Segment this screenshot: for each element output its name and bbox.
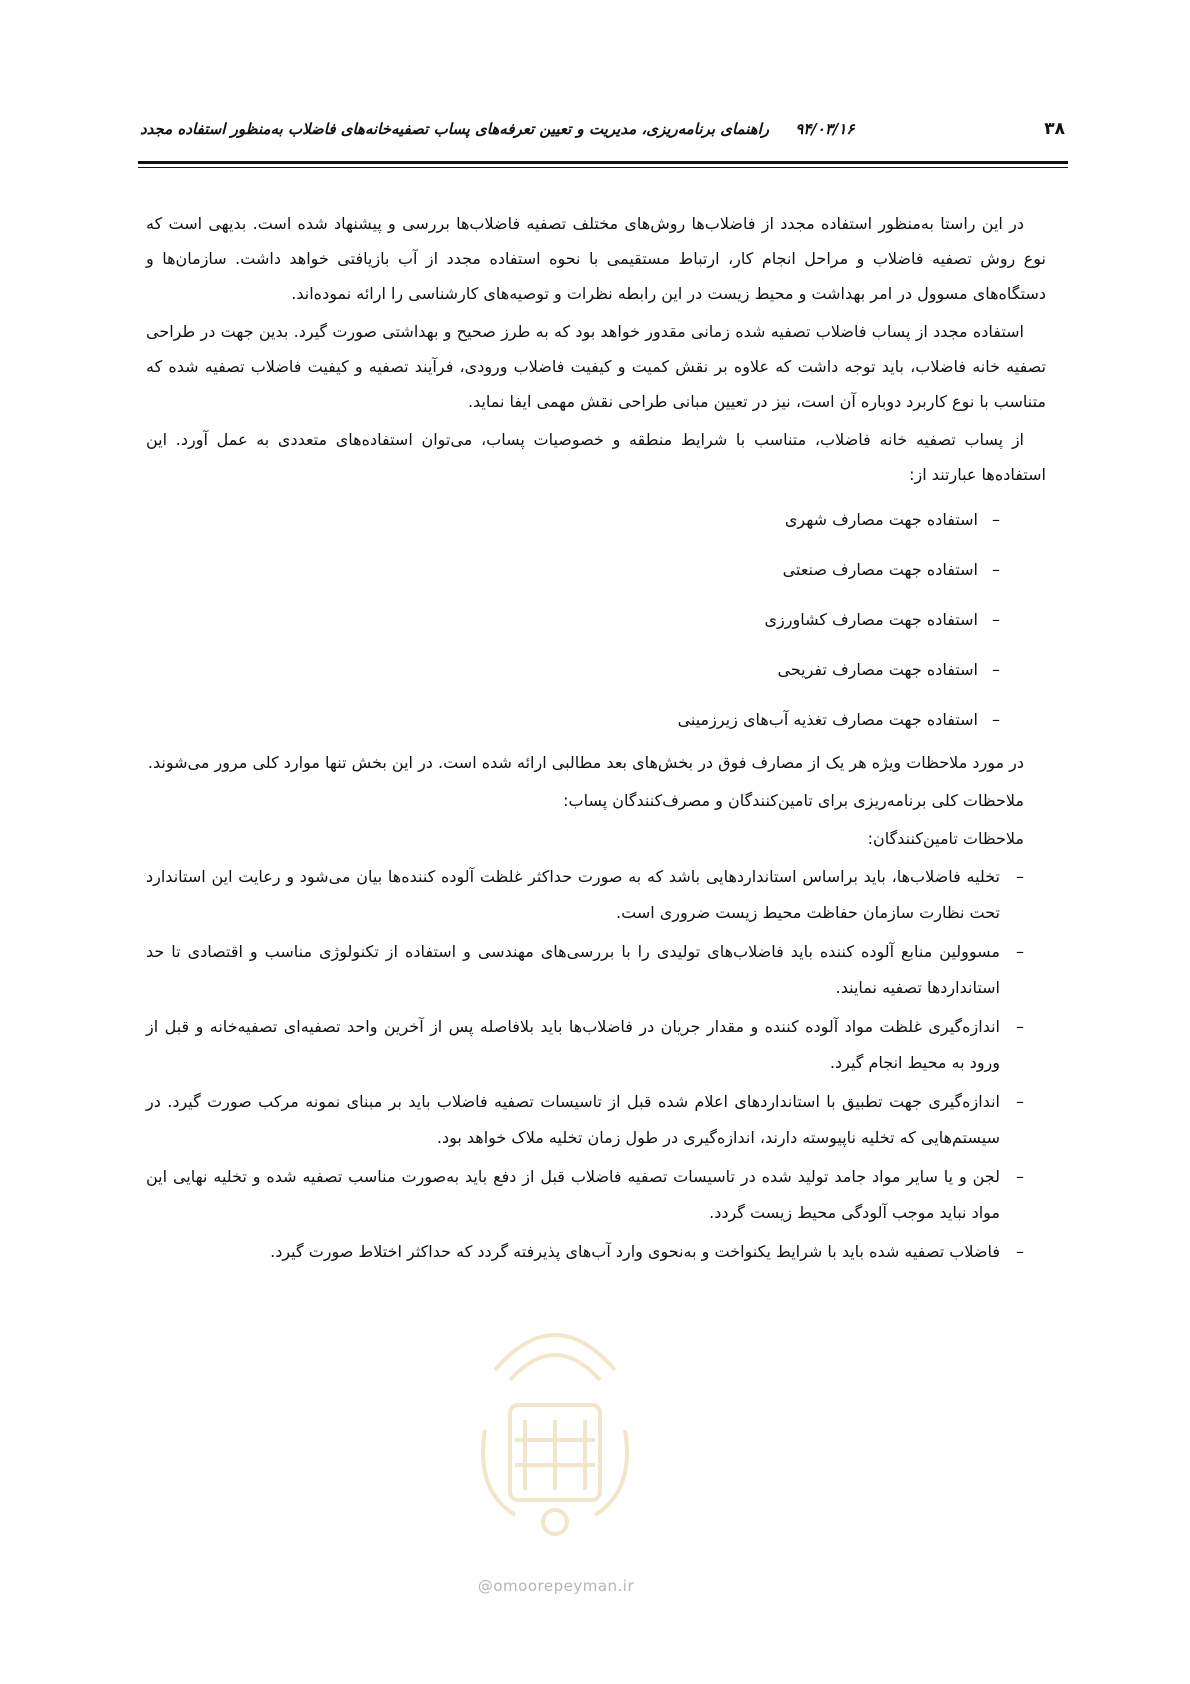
list-item — [146, 1234, 1046, 1270]
dash-bullet: – — [1016, 1167, 1024, 1186]
supplier-notes-list — [146, 859, 1046, 1270]
watermark-seal-icon — [455, 1310, 655, 1540]
page-number: ۳۸ — [1044, 119, 1065, 139]
list-item-text: اندازه‌گیری غلظت مواد آلوده کننده و مقدار جریان در فاضلاب‌ها باید بلافاصله پس از آخرین واحد تصفیه‌ای تصفیه‌خانه و قبل از ورود به محیط انجام گیرد. — [146, 1017, 1000, 1072]
supplier-heading: ملاحظات تامین‌کنندگان: — [867, 829, 1024, 848]
general-heading: ملاحظات کلی برنامه‌ریزی برای تامین‌کنندگان و مصرف‌کنندگان پساب: — [563, 791, 1024, 810]
dash-bullet: – — [1016, 942, 1024, 961]
dash-bullet: – — [1016, 1242, 1024, 1261]
dash-bullet: – — [1016, 867, 1024, 886]
list-item — [146, 695, 1046, 745]
list-item-text: استفاده جهت مصارف شهری — [784, 510, 978, 529]
list-item — [146, 595, 1046, 645]
list-item — [146, 859, 1046, 931]
list-item-text: فاضلاب تصفیه شده باید با شرایط یکنواخت و به‌نحوی وارد آب‌های پذیرفته گردد که حداکثر اختلاط صورت گیرد. — [270, 1242, 1000, 1261]
paragraph-1: در این راستا به‌منظور استفاده مجدد از فاضلاب‌ها روش‌های مختلف تصفیه فاضلاب‌ها بررسی و پیشنهاد شده است. بدیهی است که نوع روش تصفیه فاضلاب و مراحل انجام کار، ارتباط مستقیمی با نحوه استفاده مجدد از آب بازیافتی خواهد داشت. سازمان‌ها و دستگاه‌های مسوول در امر بهداشت و محیط زیست در این رابطه نظرات و توصیه‌های کارشناسی را ارائه نموده‌اند. — [146, 214, 1046, 303]
running-header — [140, 118, 1065, 140]
dash-bullet: – — [1016, 1092, 1024, 1111]
header-title: راهنمای برنامه‌ریزی، مدیریت و تعیین تعرفه‌های پساب تصفیه‌خانه‌های فاضلاب به‌منظور استفاده مجدد — [140, 120, 770, 138]
dash-bullet: – — [992, 660, 1000, 679]
list-item — [146, 934, 1046, 1006]
watermark-url: @omoorepeyman.ir — [477, 1577, 635, 1595]
dash-bullet: – — [1016, 1017, 1024, 1036]
list-item-text: اندازه‌گیری جهت تطبیق با استانداردهای اعلام شده قبل از تاسیسات تصفیه فاضلاب باید بر مبنای نمونه مرکب صورت گیرد. در سیستم‌هایی که تخلیه ناپیوسته دارند، اندازه‌گیری در طول زمان تخلیه ملاک خواهد بود. — [146, 1092, 1000, 1147]
list-item — [146, 1009, 1046, 1081]
header-date: ۹۴/۰۳/۱۶ — [795, 120, 855, 138]
list-item-text: لجن و یا سایر مواد جامد تولید شده در تاسیسات تصفیه فاضلاب قبل از دفع باید به‌صورت مناسب تصفیه شده و تخلیه نهایی این مواد نباید موجب آلودگی محیط زیست گردد. — [146, 1167, 1000, 1222]
list-item — [146, 1084, 1046, 1156]
list-item-text: استفاده جهت مصارف تغذیه آب‌های زیرزمینی — [677, 710, 978, 729]
paragraph-3: از پساب تصفیه خانه فاضلاب، متناسب با شرایط منطقه و خصوصیات پساب، می‌توان استفاده‌های متعددی به عمل آورد. این استفاده‌ها عبارتند از: — [146, 430, 1046, 484]
dash-bullet: – — [992, 510, 1000, 529]
dash-bullet: – — [992, 610, 1000, 629]
list-item — [146, 645, 1046, 695]
paragraph-after-uses: در مورد ملاحظات ویژه هر یک از مصارف فوق در بخش‌های بعد مطالبی ارائه شده است. در این بخش تنها موارد کلی مرور می‌شوند. — [147, 753, 1024, 772]
dash-bullet: – — [992, 710, 1000, 729]
dash-bullet: – — [992, 560, 1000, 579]
list-item-text: مسوولین منابع آلوده کننده باید فاضلاب‌های تولیدی را با بررسی‌های مهندسی و استفاده از تکنولوژی مناسب و اقتصادی تا حد استانداردها تصفیه نمایند. — [146, 942, 1000, 997]
uses-list — [146, 495, 1046, 745]
paragraph-2: استفاده مجدد از پساب فاضلاب تصفیه شده زمانی مقدور خواهد بود که به طرز صحیح و بهداشتی صورت گیرد. بدین جهت در طراحی تصفیه خانه فاضلاب، باید توجه داشت که علاوه بر نقش کمیت و کیفیت فاضلاب ورودی، فرآیند تصفیه و کیفیت فاضلاب تصفیه شده که متناسب با نوع کاربرد دوباره آن است، نیز در تعیین مبانی طراحی نقش مهمی ایفا نماید. — [146, 322, 1046, 411]
header-rule-thin — [138, 167, 1068, 168]
list-item-text: استفاده جهت مصارف تفریحی — [777, 660, 978, 679]
list-item-text: تخلیه فاضلاب‌ها، باید براساس استانداردهایی باشد که به صورت حداکثر غلظت آلوده کننده‌ها بیان می‌شود و رعایت این استاندارد تحت نظارت سازمان حفاظت محیط زیست ضروری است. — [146, 867, 1000, 922]
list-item-text: استفاده جهت مصارف کشاورزی — [764, 610, 978, 629]
header-title-group — [140, 120, 854, 138]
list-item — [146, 1159, 1046, 1231]
list-item — [146, 495, 1046, 545]
document-body — [146, 206, 1046, 1273]
list-item — [146, 545, 1046, 595]
header-rule-thick — [138, 161, 1068, 164]
list-item-text: استفاده جهت مصارف صنعتی — [782, 560, 978, 579]
